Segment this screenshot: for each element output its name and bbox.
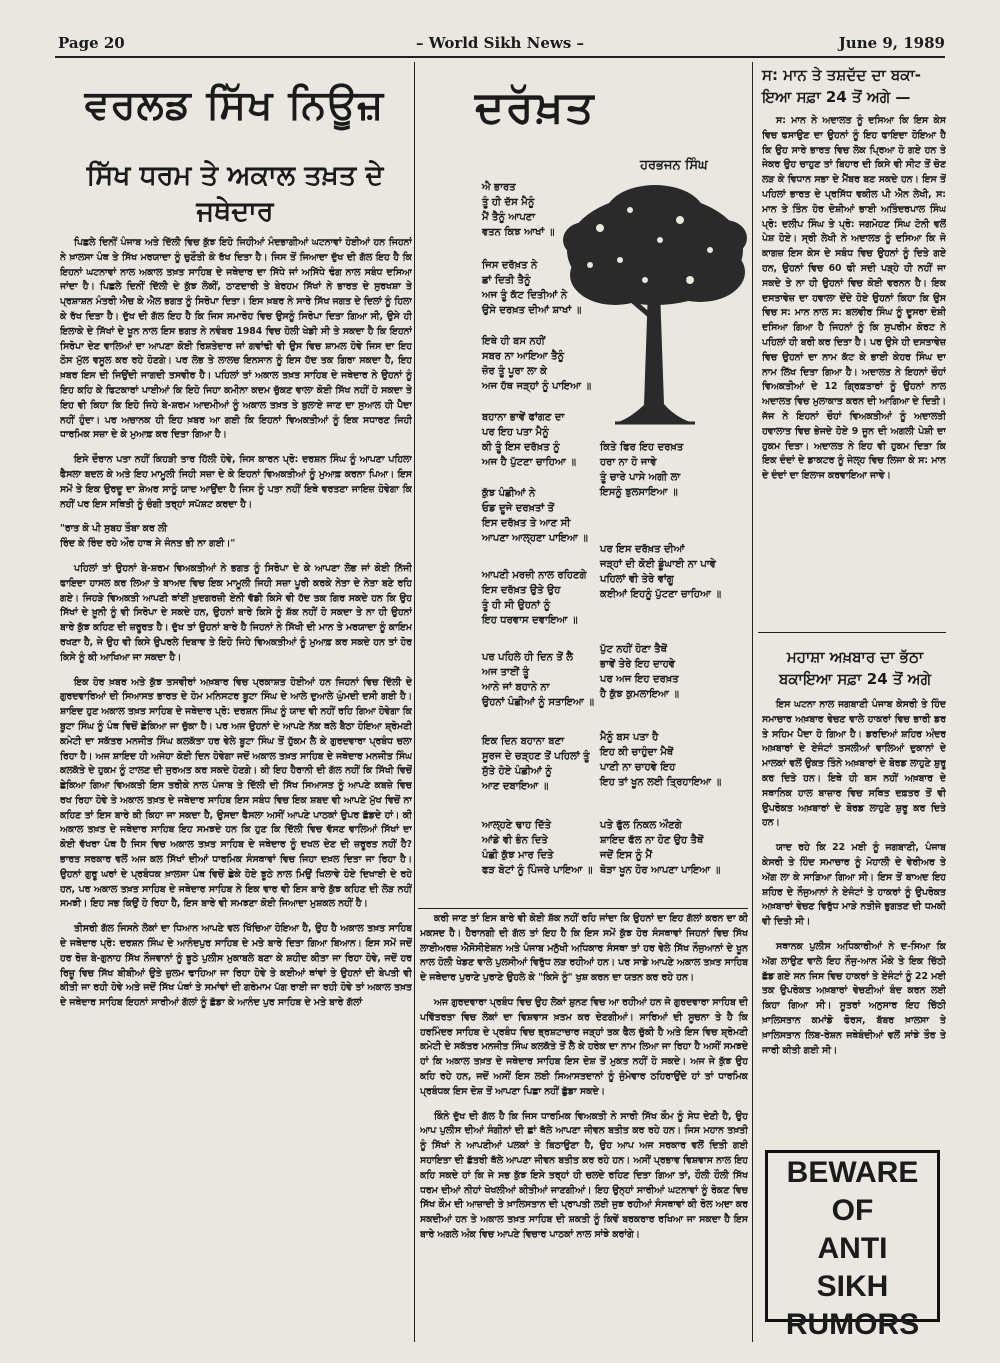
quote-line: ਰਿੰਦ ਕੇ ਰਿੰਦ ਰਹੇ ਔਰ ਹਾਥ ਸੇ ਜੰਨਤ ਭੀ ਨਾ ਗਈ।"	[60, 538, 236, 550]
poem-line: ਅਜ ਤਾਈਂ ਤੂੰ	[482, 667, 530, 678]
editorial-paragraph: ਪਹਿਲਾਂ ਤਾਂ ਉਹਨਾਂ ਬੇ-ਸ਼ਰਮ ਵਿਅਕਤੀਆਂ ਨੇ ਭਗਤ ਨੂੰ ਸਿਰੋਪਾ ਦੇ ਕੇ ਆਪਣਾ ਲੋਭ ਜਾਂ ਕੋਈ ਨਿੱਜੀ ਫਾਇਦਾ ਹਾਸਲ ਕਰ ਲਿਆ ਤੇ ਬਾਅਦ ਵਿਚ ਇਕ ਮਾਮੂਲੀ ਜਿਹੀ ਸਜ਼ਾ ਪੂਰੀ ਕਰਕੇ ਨੇਤਾ ਦੇ ਨੇਤਾ ਬਣੇ ਰਹਿ ਗਏ। ਜਿਹੜੇ ਵਿਅਕਤੀ ਆਪਣੀ ਥਾਂਈਂ ਖ਼ੁਦਗਰਜ਼ੀ ਏਨੀ ਵੱਡੀ ਕਿਸੇ ਵੀ ਹੱਦ ਤਕ ਗਿਰ ਸਕਦੇ ਹਨ ਕਿ ਉਹ ਸਿੱਖਾਂ ਦੇ ਖ਼ੂਨੀ ਨੂੰ ਵੀ ਸਿਰੋਪਾ ਦੇ ਸਕਦੇ ਹਨ, ਉਹਨਾਂ ਬਾਰੇ ਕਿਸੇ ਨੂੰ ਸ਼ੱਕ ਨਹੀਂ ਹੋ ਸਕਦਾ ਤੇ ਨਾ ਹੀ ਉਹਨਾਂ ਬਾਰੇ ਕੁੱਝ ਕਹਿਣ ਦੀ ਜ਼ਰੂਰਤ ਹੈ। ਦੁੱਖ ਤਾਂ ਉਹਨਾਂ ਬਾਰੇ ਹੈ ਜਿਹਨਾਂ ਨੇ ਸਿੱਖੀ ਦੀ ਮਾਨ ਤੇ ਮਰਯਾਦਾ ਨੂੰ ਕਾਇਮ ਰਖਣਾ ਹੈ, ਜੇ ਉਹ ਵੀ ਕਿਸੇ ਉਪਰਲੇ ਦਿਬਾਵ ਤੇ ਇਹੋ ਜਿਹੇ ਵਿਅਕਤੀਆਂ ਨੂੰ ਮੁਆਫ਼ ਕਰ ਸਕਦੇ ਹਨ ਤਾਂ ਹੋਰ ਕਿਸੇ ਨੂੰ ਕੀ ਆਖਿਆ ਜਾ ਸਕਦਾ ਹੈ।	[60, 562, 412, 663]
poem-line: ਤੂੰ ਚਾਰੇ ਪਾਸੇ ਅਗੀ ਲਾ	[600, 472, 681, 483]
beware-line: ANTI	[817, 1232, 888, 1265]
poem-stanza	[600, 440, 683, 500]
poem-stanza	[482, 486, 588, 546]
poem-line: ਕਿਤੇ ਫਿਰ ਇਹ ਦਰਖ਼ਤ	[600, 442, 684, 453]
poem-stanza	[482, 410, 576, 470]
poem-line: ਆਣ ਦਬਾਇਆ ॥	[482, 781, 549, 792]
poem-stanza	[482, 334, 591, 394]
headline-line-1: ਸਿੱਖ ਧਰਮ ਤੇ ਅਕਾਲ ਤਖ਼ਤ ਦੇ	[86, 160, 384, 191]
poem-line: ਆਪਣਾ ਆਲ੍ਹਣਾ ਪਾਇਆ ॥	[482, 533, 588, 544]
poem-line: ਪਰ ਇਹ ਪਤਾ ਮੈਨੂੰ	[482, 427, 549, 438]
poem-line: ਇਹ ਧਰਵਾਸ ਦਵਾਇਆ ॥	[482, 615, 578, 626]
poem-line: ਜ਼ੋਰ ਤੂੰ ਪੂਰਾ ਲਾ ਕੇ	[482, 366, 547, 377]
poem-stanza	[482, 258, 581, 318]
poem-line: ਆਨੇ ਜਾਂ ਬਹਾਨੇ ਨਾ	[482, 682, 550, 693]
column-rule-left	[414, 62, 415, 1342]
beware-line: BEWARE	[786, 1156, 919, 1189]
poem-line: ਆਂਡੇ ਵੀ ਭੰਨ ਦਿਤੇ	[482, 835, 548, 846]
poem-stanza	[482, 818, 592, 878]
poem-stanza	[482, 568, 587, 628]
poem-line: ਉਸੇ ਦਰਖ਼ਤ ਦੀਆਂ ਸ਼ਾਖਾਂ ॥	[482, 305, 582, 316]
poem-line: ਛਾਂ ਦਿਤੀ ਤੈਨੂੰ	[482, 275, 531, 286]
editorial-paragraph: ਕਿੰਨੇ ਦੁੱਖ ਦੀ ਗੱਲ ਹੈ ਕਿ ਜਿਸ ਧਾਰਮਿਕ ਵਿਅਕਤੀ ਨੇ ਸਾਰੀ ਸਿੱਖ ਕੌਮ ਨੂੰ ਸੇਧ ਦੇਣੀ ਹੈ, ਉਹ ਆਪ ਪੁਲੀਸ ਦੀਆਂ ਸੰਗੀਨਾਂ ਦੀ ਛਾਂ ਥੱਲੇ ਆਪਣਾ ਜੀਵਨ ਬਤੀਤ ਕਰ ਰਹੇ ਹਨ। ਜਿਸ ਮਹਾਨ ਤਖ਼ਤੀ ਨੂੰ ਸਿੱਖਾਂ ਨੇ ਆਪਣੀਆਂ ਪਲਕਾਂ ਤੇ ਬਿਠਾਉਣਾ ਹੈ, ਉਹ ਆਪ ਅਜ ਸਰਕਾਰ ਵਲੋਂ ਦਿਤੀ ਗਈ ਸਹਾਇਤਾ ਦੀ ਛੱਤਰੀ ਥੱਲੇ ਆਪਣਾ ਜੀਵਨ ਬਤੀਤ ਕਰ ਰਹੇ ਹਨ। ਅਸੀਂ ਪ੍ਰਭਾਵ ਵਿਸ਼ਵਾਸ ਨਾਲ ਇਹ ਕਹਿ ਸਕਦੇ ਹਾਂ ਕਿ ਜੇ ਸਭ ਕੁੱਝ ਇਸੇ ਤਰ੍ਹਾਂ ਹੀ ਚਲਦੇ ਰਹਿਣ ਦਿਤਾ ਗਿਆ ਤਾਂ, ਹੌਲੀ ਹੌਲੀ ਸਿੱਖ ਧਰਮ ਦੀਆਂ ਨੀਹਾਂ ਖੋਖਲੀਆਂ ਕੀਤੀਆਂ ਜਾਣਗੀਆਂ। ਇਹ ਉਨ੍ਹਾਂ ਸਾਰੀਆਂ ਘਟਨਾਵਾਂ ਨੂੰ ਰੋਕਣ ਵਿਚ ਸਿੱਖ ਕੌਮ ਦੀ ਆਜ਼ਾਦੀ ਤੇ ਖ਼ਾਲਿਸਤਾਨ ਦੀ ਪ੍ਰਾਪਤੀ ਲਈ ਜੁਝ ਰਹੀਆਂ ਸੰਸਥਾਵਾਂ ਕੀ ਰੋਲ ਅਦਾ ਕਰ ਸਕਦੀਆਂ ਹਨ ਤੇ ਅਕਾਲ ਤਖ਼ਤ ਸਾਹਿਬ ਦੀ ਸ਼ਕਤੀ ਨੂੰ ਕਿਵੇਂ ਬਰਕਰਾਰ ਰਖਿਆ ਜਾ ਸਕਦਾ ਹੈ ਇਸ ਬਾਰੇ ਅਗਲੇ ਅੰਕ ਵਿਚ ਆਪਣੇ ਵਿਚਾਰ ਪਾਠਕਾਂ ਨਾਲ ਸਾਂਝੇ ਕਰਾਂਗੇ।	[420, 1110, 748, 1240]
poem-line: ਸ਼ਾਇਦ ਫੱਲ ਨਾ ਹੋਣ ਉਹ ਤੈਥੋਂ	[600, 835, 704, 846]
quote-line: "ਰਾਤ ਕੋ ਪੀ ਸੁਬਹ ਤੌਬਾ ਕਰ ਲੀ	[60, 523, 168, 535]
issue-date: June 9, 1989	[838, 34, 945, 52]
editorial-paragraph: ਕਰੀ ਜਾਣ ਤਾਂ ਇਸ ਬਾਰੇ ਵੀ ਕੋਈ ਸ਼ੱਕ ਨਹੀਂ ਰਹਿ ਜਾਂਦਾ ਕਿ ਉਹਨਾਂ ਦਾ ਇਹ ਗੱਲਾਂ ਕਰਨ ਦਾ ਕੀ ਮਕਸਦ ਹੈ। ਹੈਰਾਨਗੀ ਦੀ ਗੱਲ ਤਾਂ ਇਹ ਹੈ ਕਿ ਇਸ ਸਮੇਂ ਕੁੱਝ ਹੋਰ ਸੰਸਥਾਵਾਂ ਜਿਹਨਾਂ ਵਿਚ ਸਿੱਖ ਲਾਈਅਰਜ਼ ਐਸੋਸੀਏਸ਼ਨ ਅਤੇ ਪੰਜਾਬ ਮਨੁੱਖੀ ਅਧਿਕਾਰ ਸੰਸਥਾ ਤਾਂ ਹਰ ਵੇਲੇ ਸਿੱਖ ਨੌਜੁਆਨਾਂ ਦੇ ਖੂਨ ਨਾਲ ਹੋਲੀ ਖੇਡਣ ਵਾਲੇ ਪੁਲਸੀਆਂ ਵਿਰੁੱਧ ਲੜ ਰਹੀਆਂ ਹਨ। ਪਰ ਸਾਡੇ ਆਪਣੇ ਅਕਾਲ ਤਖ਼ਤ ਸਾਹਿਬ ਦੇ ਜਥੇਦਾਰ ਪੁਰਾਣੇ ਪੁਰਾਣੇ ਉਹਲੇ ਕੇ "ਕਿਸੇ ਨੂੰ" ਖੁਸ਼ ਕਰਨ ਦਾ ਯਤਨ ਕਰ ਰਹੇ ਹਨ।	[420, 913, 748, 984]
beware-line: SIKH	[816, 1270, 889, 1303]
poem-line: ਪੁੱਟ ਨਹੀਂ ਹੋਣਾ ਤੈਥੋਂ	[600, 644, 667, 655]
poem-line: ਇਥੇ ਹੀ ਬਸ ਨਹੀਂ	[482, 336, 545, 347]
poem-line: ਪਰ ਅਜ ਇਹ ਦਰਖ਼ਤ	[600, 674, 679, 685]
headline-line-1: ਸ: ਮਾਨ ਤੇ ਤਸ਼ਦੱਦ ਦਾ ਬਕਾ-	[762, 66, 922, 84]
poem-line: ਤੂੰ ਹੀ ਸੀ ਉਹਨਾਂ ਨੂੰ	[482, 600, 551, 611]
mahasha-article-headline	[762, 646, 948, 690]
editorial-headline	[60, 158, 410, 230]
poem-line: ਸਬਰ ਨਾ ਆਇਆ ਤੈਨੂੰ	[482, 351, 565, 362]
editorial-paragraph: ਇਸੇ ਦੌਰਾਨ ਪਤਾ ਨਹੀਂ ਕਿਹੜੀ ਤਾਰ ਹਿੱਲੀ ਹੋਵੇ, ਜਿਸ ਕਾਰਨ ਪ੍ਰੋ: ਦਰਸ਼ਨ ਸਿੰਘ ਨੂੰ ਆਪਣਾ ਪਹਿਲਾ ਫੈਸਲਾ ਬਦਲ ਕੇ ਅਤੇ ਇਹ ਮਾਮੂਲੀ ਜਿਹੀ ਸਜ਼ਾ ਦੇ ਕੇ ਇਹਨਾਂ ਵਿਅਕਤੀਆਂ ਨੂੰ ਮੁਆਫ਼ ਕਰਨਾ ਪਿਆ। ਇਸ ਸਮੇਂ ਤੇ ਇਕ ਉਰਦੂ ਦਾ ਸ਼ੇਅਰ ਸਾਨੂੰ ਯਾਦ ਆਉਂਦਾ ਹੈ ਜਿਸ ਨੂੰ ਪਤਾ ਨਹੀਂ ਇਥੇ ਵਰਤਣਾ ਜਾਇਜ਼ ਹੋਵੇਗਾ ਕਿ ਨਹੀਂ ਪਰ ਇਸ ਸਥਿਤੀ ਨੂੰ ਚੰਗੀ ਤਰ੍ਹਾਂ ਸਪੱਸ਼ਟ ਕਰਦਾ ਹੈ।	[60, 454, 412, 510]
poem-line: ਉਹਨਾਂ ਪੰਛੀਆਂ ਨੂੰ ਸਤਾਇਆ ॥	[482, 697, 595, 708]
editorial-paragraph: ਅਜ ਗੁਰਦਵਾਰਾ ਪ੍ਰਬੰਧ ਵਿਚ ਉਹ ਲੋਕਾਂ ਸ਼ੁਨਣ ਵਿਚ ਆ ਰਹੀਆਂ ਹਨ ਜੋ ਗੁਰਦਵਾਰਾ ਸਾਹਿਬ ਦੀ ਪਵਿੱਤਰਤਾ ਵਿਚ ਲੋਕਾਂ ਦਾ ਵਿਸ਼ਵਾਸ ਖ਼ਤਮ ਕਰ ਦੇਣਗੀਆਂ। ਸਾਰਿਆਂ ਦੀ ਸੂਚਨਾ ਤੇ ਹੈ ਕਿ ਹਰਮਿੰਦਰ ਸਾਹਿਬ ਦੇ ਪ੍ਰਬੰਧ ਵਿਚ ਭ੍ਰਸ਼ਟਾਚਾਰ ਜੜ੍ਹਾਂ ਤਕ ਫੈਲ ਚੁੱਕੀ ਹੈ ਅਤੇ ਇਸ ਵਿਚ ਸ਼੍ਰੋਮਣੀ ਕਮੇਟੀ ਦੇ ਸਕੱਤਰ ਮਨਜੀਤ ਸਿੰਘ ਕਲਕੱਤੇ ਤੋਂ ਲੈ ਕੇ ਹਰੇਕ ਦਾ ਨਾਮ ਲਿਆ ਜਾ ਰਿਹਾ ਹੈ ਅਸੀਂ ਸਮਝਦੇ ਹਾਂ ਕਿ ਅਕਾਲ ਤਖ਼ਤ ਦੇ ਜਥੇਦਾਰ ਸਾਹਿਬ ਇਸ ਦੋਸ਼ ਤੋਂ ਮੁਕਤ ਨਹੀਂ ਹੋ ਸਕਦੇ। ਅਜ ਜੇ ਕੁੱਝ ਉਹ ਕਹਿ ਰਹੇ ਹਨ, ਜਦੋਂ ਅਸੀਂ ਇਸ ਲਈ ਸਿਆਸਤਦਾਨਾਂ ਨੂੰ ਜੁੰਮੇਵਾਰ ਠਹਿਰਾਉਂਦੇ ਹਾਂ ਤਾਂ ਧਾਰਮਿਕ ਪ੍ਰਬੰਧਕ ਇਸ ਦੋਸ਼ ਤੋਂ ਆਪਣਾ ਪਿਛਾ ਨਹੀਂ ਛੁੱਡਾ ਸਕਦੇ।	[420, 996, 748, 1097]
poem-line: ਇਸ ਦਰੱਖ਼ਤ ਤੇ ਆਣ ਸੀ	[482, 518, 571, 529]
poem-line: ਫੜ ਬੋਟਾਂ ਨੂੰ ਪਿੰਜਰੇ ਪਾਇਆ ॥	[482, 865, 593, 876]
poem-stanza	[482, 650, 594, 710]
poem-line: ਕੁੱਝ ਪੰਛੀਆਂ ਨੇ	[482, 488, 536, 499]
headline-line-2: ਬਕਾਇਆ ਸਫ਼ਾ 24 ਤੋਂ ਅਗੇ	[778, 670, 932, 688]
poem-stanza	[600, 818, 720, 878]
editorial-continuation	[420, 912, 748, 1342]
poem-line: ਪਹਿਲਾਂ ਵੀ ਤੇਰੇ ਵਾਂਗੂ	[600, 574, 674, 585]
poem-line: ਕਈਆਂ ਇਹਨੂੰ ਪੁੱਟਣਾ ਚਾਹਿਆ ॥	[600, 589, 722, 600]
editorial-paragraph: ਤੀਸਰੀ ਗੱਲ ਜਿਸਨੇ ਲੋਕਾਂ ਦਾ ਧਿਆਨ ਆਪਣੇ ਵਲ ਖਿੱਚਿਆ ਹੋਇਆ ਹੈ, ਉਹ ਹੈ ਅਕਾਲ ਤਖ਼ਤ ਸਾਹਿਬ ਦੇ ਜਥੇਦਾਰ ਪ੍ਰੋ: ਦਰਸ਼ਨ ਸਿੰਘ ਦੇ ਆਨੰਦਪੁਰ ਸਾਹਿਬ ਦੇ ਮਤੇ ਬਾਰੇ ਦਿਤਾ ਗਿਆ ਬਿਆਨ। ਇਸ ਸਮੇਂ ਜਦੋਂ ਹਰ ਰੋਜ਼ ਬੇ-ਗੁਨਾਹ ਸਿੱਖ ਨੌਜਵਾਨਾਂ ਨੂੰ ਝੂਠੇ ਪੁਲੀਸ ਮੁਕਾਬਲੇ ਬਣਾ ਕੇ ਸ਼ਹੀਦ ਕੀਤਾ ਜਾ ਰਿਹਾ ਹੋਵੇ, ਜਦੋਂ ਹਰ ਰਿਜ਼ੂ ਵਿਚ ਸਿੱਖ ਬੀਬੀਆਂ ਉਤੇ ਜ਼ੁਲਮ ਢਾਹਿਆ ਜਾ ਰਿਹਾ ਹੋਵੇ ਤੇ ਕਈਆਂ ਥਾਂਵਾਂ ਤੇ ਉਹਨਾਂ ਦੀ ਬੇਪਤੀ ਵੀ ਕੀਤੀ ਜਾ ਰਹੀ ਹੋਵੇ ਅਤੇ ਜਦੋਂ ਸਿੱਖ ਪੰਥਾਂ ਤੇ ਸਮਾਂਵਾਂ ਦੀ ਗਰੇਮਾਮ ਪੱਗ ਰਾਈ ਜਾ ਰਹੀ ਹੋਵੇ ਤਾਂ ਅਕਾਲ ਤਖ਼ਤ ਦੇ ਜਥੇਦਾਰ ਸਾਹਿਬ ਇਹਨਾਂ ਸਾਰੀਆਂ ਗੱਲਾਂ ਨੂੰ ਛੱਡਾ ਕੇ ਆਨੰਦ ਪੁਰ ਸਾਹਿਬ ਦੇ ਮਤੇ ਬਾਰੇ ਗੱਲਾਂ	[60, 923, 412, 1009]
poem-author: ਹਰਭਜਨ ਸਿੰਘ	[640, 158, 708, 173]
poem-line: ਪੰਛੀ ਕੁੱਝ ਮਾਰ ਦਿਤੇ	[482, 850, 554, 861]
poem-line: ਹਰਾ ਨਾ ਹੋ ਜਾਵੇ	[600, 457, 657, 468]
poem-title: ਦਰੱਖ਼ਤ	[475, 82, 596, 133]
poem-line: ਮੈਨੂੰ ਬਸ ਪਤਾ ਹੈ	[600, 732, 659, 743]
poem-line: ਮੈਂ ਤੈਨੂੰ ਆਪਣਾ	[482, 212, 536, 223]
poem-stanza	[600, 642, 679, 702]
poem-line: ਜਿਸ ਦਰੱਖ਼ਤ ਨੇ	[482, 260, 538, 271]
article-paragraph: ਸਥਾਨਕ ਪੁਲੀਸ ਅਧਿਕਾਰੀਆਂ ਨੇ ਦ-ਸਿਆ ਕਿ ਅੱਗ ਲਾਉਣ ਵਾਲੇ ਇਹ ਨੌਜੁ-ਆਨ ਮੌਕੇ ਤੇ ਇਕ ਚਿੱਠੀ ਛੱਡ ਗਏ ਸਨ ਜਿਸ ਵਿਚ ਹਾਕਰਾਂ ਤੇ ਏਜੰਟਾਂ ਨੂੰ 22 ਮਈ ਤਕ ਉਪਰੋਕਤ ਅਖ਼ਬਾਰਾਂ ਵੇਚਣੀਆਂ ਬੰਦ ਕਰਨ ਲਈ ਕਿਹਾ ਗਿਆ ਸੀ। ਸੂਤਰਾਂ ਅਨੁਸਾਰ ਇਹ ਚਿੱਠੀ ਖ਼ਾਲਿਸਤਾਨ ਕਮਾਂਡੋ ਫੋਰਸ, ਬੱਬਰ ਖ਼ਾਲਸਾ ਤੇ ਖ਼ਾਲਿਸਤਾਨ ਲਿਬ-ਰੇਸ਼ਨ ਜਥੇਬੰਦੀਆਂ ਵਲੋਂ ਸਾਂਝੇ ਤੌਰ ਤੇ ਜਾਰੀ ਕੀਤੀ ਗਈ ਸੀ।	[762, 940, 946, 1056]
poem-line: ਜਦੋਂ ਇਸ ਨੂੰ ਮੈਂ	[600, 850, 653, 861]
poem-line: ਪਰ ਇਸ ਦਰੱਖ਼ਤ ਦੀਆਂ	[600, 544, 685, 555]
poem-line: ਹੈ ਕੁੱਝ ਕੁਮਲਾਇਆ ॥	[600, 689, 680, 700]
mann-article-headline	[762, 64, 948, 108]
mahasha-article-body	[762, 698, 946, 1142]
poem-stanza	[600, 542, 721, 602]
poem-line: ਥੋੜਾ ਖੂਨ ਹੋਰ ਆਪਣਾ ਪਾਇਆ ॥	[600, 865, 721, 876]
poem-line: ਬਹਾਨਾ ਭਾਵੇਂ ਫਾਂਗਣ ਦਾ	[482, 412, 565, 423]
poem-line: ਆਪਣੀ ਮਰਜ਼ੀ ਨਾਲ ਰਹਿਣਗੇ	[482, 570, 587, 581]
column-rule-right	[752, 62, 753, 1342]
poem-line: ਆਲ੍ਹਣੇ ਢਾਹ ਦਿੱਤੇ	[482, 820, 552, 831]
poem-separator-rule	[418, 908, 748, 909]
poem-line: ਇਸਨੂੰ ਝੁਲਸਾਇਆ ॥	[600, 487, 678, 498]
editorial-paragraph: ਇਕ ਹੋਰ ਖ਼ਬਰ ਅਤੇ ਕੁੱਝ ਤਸਵੀਰਾਂ ਅਖ਼ਬਾਰ ਵਿਚ ਪ੍ਰਕਾਸ਼ਤ ਹੋਈਆਂ ਹਨ ਜਿਹਨਾਂ ਵਿਚ ਦਿੱਲੀ ਦੇ ਗੁਰਦਵਾਰਿਆਂ ਦੀ ਸਿਆਸਤ ਭਾਰਤ ਦੇ ਹੋਮ ਮਨਿਸਟਰ ਬੂਟਾ ਸਿੰਘ ਦੇ ਆਲੇ ਦੁਆਲੇ ਘੁੰਮਦੀ ਦਸੀ ਗਈ ਹੈ। ਸ਼ਾਇਦ ਹੁਣ ਅਕਾਲ ਤਖ਼ਤ ਸਾਹਿਬ ਦੇ ਜਥੇਦਾਰ ਪ੍ਰੋ: ਦਰਸ਼ਨ ਸਿੰਘ ਨੂੰ ਯਾਦ ਵੀ ਨਹੀਂ ਰਹਿ ਗਿਆ ਹੋਵੇਗਾ ਕਿ ਬੂਟਾ ਸਿੰਘ ਨੂੰ ਪੰਥ ਵਿਚੋਂ ਛੇਕਿਆ ਜਾ ਚੁੱਕਾ ਹੈ। ਪਰ ਅਜ ਉਹਨਾਂ ਦੇ ਆਪਣੇ ਨੱਕ ਥਲੇ ਬੈਠਾ ਹੋਇਆ ਸ਼੍ਰੋਮਣੀ ਕਮੇਟੀ ਦਾ ਸਕੱਤਰ ਮਨਜੀਤ ਸਿੰਘ ਕਲਕੱਤਾ ਹਰ ਵੇਲੇ ਬੂਟਾ ਸਿੰਘ ਤੋਂ ਹੁੱਕਮ ਲੈ ਕੇ ਗੁਰਦਵਾਰਾ ਪ੍ਰਬੰਧ ਚਲਾ ਰਿਹਾ ਹੈ। ਅਜ ਸ਼ਾਇਦ ਹੀ ਅਜੇਹਾ ਕੋਈ ਦਿਨ ਹੋਵੇਗਾ ਜਦੋਂ ਅਕਾਲ ਤਖ਼ਤ ਸਾਹਿਬ ਦੇ ਜਥੇਦਾਰ ਮਨਜੀਤ ਸਿੰਘ ਕਲਕੱਤੇ ਦੇ ਹੁਕਮ ਨੂੰ ਟਾਲਣ ਦੀ ਜੁਰਅਤ ਕਰ ਸਕਦੇ ਹੋਣਗੇ। ਕੀ ਇਹ ਹੈਰਾਨੀ ਦੀ ਗੱਲ ਨਹੀਂ ਕਿ ਸਿੱਖੀ ਵਿਚੋਂ ਛੇਕਿਆ ਗਿਆ ਵਿਅਕਤੀ ਇਸ ਤਰੀਕੇ ਨਾਲ ਪੰਜਾਬ ਤੇ ਦਿੱਲੀ ਦੀ ਸਿੱਖ ਸਿਆਸਤ ਨੂੰ ਆਪਣੇ ਕਬਜ਼ੇ ਵਿਚ ਰਖ ਰਿਹਾ ਹੋਵੇ ਤੇ ਅਕਾਲ ਤਖ਼ਤ ਦੇ ਜਥੇਦਾਰ ਸਾਹਿਬ ਇਸ ਸਬੰਧ ਵਿਚ ਇਕ ਸ਼ਬਦ ਵੀ ਆਪਣੇ ਮੁੱਖ ਵਿਚੋਂ ਨਾ ਕਹਿਣ ਤਾਂ ਇਸ ਬਾਰੇ ਕੀ ਕਿਹਾ ਜਾ ਸਕਦਾ ਹੈ, ਉਸਦਾ ਫੈਸਲਾ ਅਸੀਂ ਆਪਣੇ ਪਾਠਕਾਂ ਉਪਰ ਛੱਡਦੇ ਹਾਂ। ਕੀ ਅਕਾਲ ਤਖ਼ਤ ਦੇ ਜਥੇਦਾਰ ਸਾਹਿਬ ਇਹ ਸਮਝਦੇ ਹਨ ਕਿ ਹੁਣ ਕਿ ਦਿੱਲੀ ਵਿਚ ਵੱਸਣ ਵਾਲਿਆਂ ਸਿੱਖਾਂ ਦਾ ਕੋਈ ਵੱਖਰਾ ਪੰਥ ਹੈ ਜਿਸ ਵਿਚ ਅਕਾਲ ਤਖ਼ਤ ਸਾਹਿਬ ਦੇ ਜਥੇਦਾਰ ਨੂੰ ਦਖਲ ਦੇਣ ਦੀ ਜ਼ਰੂਰਤ ਨਹੀਂ ਹੈ? ਭਾਰਤ ਸਰਕਾਰ ਵਲੋਂ ਅਜ ਕਲ ਸਿੱਖਾਂ ਦੀਆਂ ਧਾਰਮਿਕ ਸੰਸਥਾਵਾਂ ਵਿਚ ਜਿਹਾ ਦਖ਼ਲ ਦਿਤਾ ਜਾ ਰਿਹਾ ਹੈ। ਉਹਨਾਂ ਗੁਰੂ ਘਰਾਂ ਦੇ ਪ੍ਰਬੰਧਕ ਖ਼ਾਲਸਾ ਪੰਥ ਵਿਚੋਂ ਛੇਕੇ ਹੋਏ ਝੂਠੇ ਨਾਲ ਮਿਉਂ ਖਿਲਾਵੇ ਹੋਏ ਦਿਖਾਈ ਦੇ ਰਹੇ ਹਨ, ਪਰ ਅਕਾਲ ਤਖ਼ਤ ਸਾਹਿਬ ਦੇ ਜਥੇਦਾਰ ਸਾਹਿਬ ਨੇ ਇਕ ਵਾਰ ਵੀ ਇਸ ਬਾਰੇ ਕੁੱਝ ਕਹਿਣ ਦੀ ਲੋੜ ਨਹੀਂ ਸਮਝੀ। ਇਹ ਸਭ ਕਿਉਂ ਹੋ ਰਿਹਾ ਹੈ, ਇਸ ਬਾਰੇ ਵੀ ਸਮਝਣਾ ਕੋਈ ਜਿਆਦਾ ਮੁਸ਼ਕਲ ਨਹੀਂ ਹੈ।	[60, 676, 412, 910]
headline-line-2: ਜਥੇਦਾਰ	[196, 196, 274, 227]
poem-stanza	[482, 180, 554, 240]
beware-line: RUMORS	[785, 1308, 920, 1341]
right-article-separator	[758, 632, 946, 633]
poem-line: ਭਾਵੇਂ ਤੇਰੇ ਇਹ ਦਾਹਵੇ	[600, 659, 676, 670]
poem-line: ਤੂੰ ਹੀ ਦੱਸ ਮੈਨੂੰ	[482, 197, 535, 208]
poem-line: ਐ ਭਾਰਤ	[482, 182, 516, 193]
article-paragraph: ਯਾਦ ਰਹੇ ਕਿ 22 ਮਈ ਨੂੰ ਜਗਬਾਣੀ, ਪੰਜਾਬ ਕੇਸਰੀ ਤੇ ਹਿੰਦ ਸਮਾਚਾਰ ਨੂੰ ਮੋਹਾਲੀ ਦੇ ਵੇਰੀਅਰ ਤੇ ਅੱਗ ਲਾ ਕੇ ਸਾੜਿਆ ਗਿਆ ਸੀ। ਇਸ ਤੋਂ ਬਾਅਦ ਇਹ ਸ਼ਹਿਰ ਦੇ ਨੌਜੁਆਨਾਂ ਨੇ ਏਜੰਟਾਂ ਤੇ ਹਾਕਰਾਂ ਨੂੰ ਉਪਰੋਕਤ ਅਖ਼ਬਾਰਾਂ ਵੇਚਣ ਵਿਰੁੱਧ ਮਾੜੇ ਨਤੀਜੇ ਭੁਗਤਣ ਦੀ ਧਮਕੀ ਵੀ ਦਿਤੀ ਸੀ।	[762, 842, 946, 928]
poem-line: ਇਕ ਦਿਨ ਬਹਾਨਾ ਬਣਾ	[482, 736, 565, 747]
poem-line: ਜੜ੍ਹਾਂ ਦੀ ਕੋਈ ਡੂੰਘਾਈ ਨਾ ਪਾਵੇ	[600, 559, 716, 570]
publication-name: – World Sikh News –	[415, 34, 585, 52]
poem-line: ਪਤੇ ਫੁੱਲ ਨਿਕਲ ਔਣਗੇ	[600, 820, 682, 831]
article-paragraph: ਸ: ਮਾਨ ਨੇ ਅਦਾਲਤ ਨੂੰ ਦਸਿਆ ਕਿ ਇਸ ਕੇਸ ਵਿਚ ਫਸਾਉਣ ਦਾ ਉਹਨਾਂ ਨੂੰ ਇਹ ਫਾਇਦਾ ਹੋਇਆ ਹੈ ਕਿ ਉਹ ਸਾਰੇ ਭਾਰਤ ਵਿਚ ਲੋਕ ਪ੍ਰਿਆ ਹੋ ਗਏ ਹਨ ਤੇ ਜੇਕਰ ਉਹ ਚਾਹੁਣ ਤਾਂ ਬਿਹਾਰ ਦੀ ਕਿਸੇ ਵੀ ਸੀਟ ਤੋਂ ਚੋਣ ਲੜ ਕੇ ਵਿਧਾਨ ਸਭਾ ਦੇ ਮੈਂਬਰ ਬਣ ਸਕਦੇ ਹਨ। ਇਸ ਤੋਂ ਪਹਿਲਾਂ ਭਾਰਤ ਦੇ ਪ੍ਰਸਿੱਧ ਵਕੀਲ ਪੀ ਐਨ ਲੇਖੀ, ਸ: ਮਾਨ ਤੇ ਤਿੰਨ ਹੋਰ ਦੋਸ਼ੀਆਂ ਭਾਈ ਅਤਿੰਦਰਪਾਲ ਸਿੰਘ ਪ੍ਰੋ: ਦਲੀਪ ਸਿੰਘ ਤੇ ਪ੍ਰੋ: ਜਗਮੋਹਣ ਸਿੰਘ ਟੋਨੀ ਵਲੋਂ ਪੇਸ਼ ਹੋਏ। ਸ੍ਰੀ ਲੇਖੀ ਨੇ ਅਦਾਲਤ ਨੂੰ ਦਸਿਆ ਕਿ ਜੋ ਕਾਗਜ਼ ਇਸ ਕੇਸ ਦੇ ਸਬੰਧ ਵਿਚ ਉਹਨਾਂ ਨੂੰ ਦਿਤੇ ਗਏ ਹਨ, ਉਹਨਾਂ ਵਿਚ 60 ਫੀ ਸਦੀ ਪੜ੍ਹੇ ਹੀ ਨਹੀਂ ਜਾ ਸਕਦੇ ਤੇ ਨਾ ਹੀ ਉਹਨਾਂ ਵਿਚ ਕੋਈ ਵਰਨਨ ਹੈ। ਇਕ ਦਸਤਾਵੇਜ਼ ਦਾ ਹਵਾਲਾ ਦੇਂਦੇ ਹੋਏ ਉਹਨਾਂ ਕਿਹਾ ਕਿ ਉਸ ਵਿਚ ਸ: ਮਾਨ ਨਾਲ ਸ: ਬਲਵੀਰ ਸਿੰਘ ਨੂੰ ਦੂਸਰਾ ਦੋਸ਼ੀ ਦਸਿਆ ਗਿਆ ਹੈ ਜਿਹਨਾਂ ਨੂੰ ਕਿ ਸੁਪਰੀਮ ਕੋਰਟ ਨੇ ਪਹਿਲਾਂ ਹੀ ਬਰੀ ਕਰ ਦਿਤਾ ਹੈ। ਪਰ ਉਸੇ ਹੀ ਦਸਤਾਵੇਜ਼ ਵਿਚ ਉਹਨਾਂ ਦਾ ਨਾਮ ਕੱਟ ਕੇ ਭਾਈ ਕੇਹਰ ਸਿੰਘ ਦਾ ਨਾਮ ਲਿੱਖ ਦਿਤਾ ਗਿਆ ਹੈ। ਅਦਾਲਤ ਨੇ ਇਹਨਾਂ ਚੌਹਾਂ ਵਿਅਕਤੀਆਂ ਦੇ 12 ਗ੍ਰਿਫ਼ਤਾਰਾਂ ਨੂੰ ਉਹਨਾਂ ਨਾਲ ਅਦਾਲਤ ਵਿਚ ਮੁਲਾਕਾਤ ਕਰਨ ਦੀ ਆਗਿਆ ਦੇ ਦਿਤੀ। ਜੱਜ ਨੇ ਇਹਨਾਂ ਚੌਹਾਂ ਵਿਅਕਤੀਆਂ ਨੂੰ ਅਦਾਲਤੀ ਹਵਾਲਾਤ ਵਿਚ ਭੇਜਦੇ ਹੋਏ 9 ਜੂਨ ਦੀ ਅਗਲੀ ਪੇਸ਼ੀ ਦਾ ਹੁਕਮ ਦਿਤਾ। ਅਦਾਲਤ ਨੇ ਇਹ ਵੀ ਹੁਕਮ ਦਿਤਾ ਕਿ ਇਕ ਦੰਦਾਂ ਦੇ ਡਾਕਟਰ ਨੂੰ ਜੇਲ੍ਹ ਵਿਚ ਲਿਜਾ ਕੇ ਸ: ਮਾਨ ਦੇ ਦੰਦਾਂ ਦਾ ਇਲਾਜ ਕਰਵਾਇਆ ਜਾਵੇ।	[762, 115, 946, 482]
poem-line: ਵਤਨ ਕਿਝ ਆਖਾਂ ॥	[482, 227, 555, 238]
poem-line: ਪਰ ਪਹਿਲੇ ਹੀ ਦਿਨ ਤੋਂ ਲੈ	[482, 652, 574, 663]
poem-line: ਇਹ ਕੀ ਚਾਹੁੰਦਾ ਮੈਥੋਂ	[600, 747, 674, 758]
masthead-title: ਵਰਲਡ ਸਿੱਖ ਨਿਊਜ਼	[84, 82, 385, 128]
poem-stanza	[600, 730, 721, 790]
poem-line: ਓਡ ਦੂਜੇ ਦਰਖ਼ਤਾਂ ਤੋਂ	[482, 503, 555, 514]
headline-line-2: ਇਆ ਸਫ਼ਾ 24 ਤੋਂ ਅਗੇ —	[762, 88, 911, 106]
beware-rumors-box	[765, 1150, 940, 1341]
beware-line: OF	[831, 1194, 874, 1227]
mann-article-body	[762, 114, 946, 628]
article-paragraph: ਇਸ ਘਟਨਾ ਨਾਲ ਜਗਬਾਣੀ ਪੰਜਾਬ ਕੇਸਰੀ ਤੇ ਹਿੰਦ ਸਮਾਚਾਰ ਅਖ਼ਬਾਰ ਵੇਚਣ ਵਾਲੇ ਹਾਕਰਾਂ ਵਿਚ ਭਾਰੀ ਡਰ ਤੇ ਸਹਿਮ ਪੈਦਾ ਹੋ ਗਿਆ ਹੈ। ਡਰਦਿਆਂ ਸ਼ਹਿਰ ਅੰਦਰ ਅਖ਼ਬਾਰਾਂ ਦੇ ਏਜੰਟਾਂ ਤਸਲੀਆਂ ਵਾਲਿਆਂ ਦੁਕਾਨਾਂ ਦੇ ਮਾਲਕਾਂ ਵਲੋਂ ਉਕਤ ਤਿੰਨੇ ਅਖ਼ਬਾਰਾਂ ਦੇ ਬੋਰਡ ਲਾਹੁਣੇ ਸ਼ੁਰੂ ਕਰ ਦਿਤੇ ਹਨ। ਇਥੇ ਹੀ ਬਸ ਨਹੀਂ ਅਖ਼ਬਾਰ ਦੇ ਸਥਾਨਿਕ ਹਾਲ ਬਾਜ਼ਾਰ ਵਿਚ ਸਥਿਤ ਦਫ਼ਤਰ ਤੋਂ ਵੀ ਉਪਰੋਕਤ ਅਖ਼ਬਾਰਾਂ ਦੇ ਬੋਰਡ ਲਾਹੁਣੇ ਸ਼ੁਰੂ ਕਰ ਦਿਤੇ ਹਨ।	[762, 699, 946, 829]
poem-line: ਅਜ ਹੱਥ ਜੜ੍ਹਾਂ ਨੂੰ ਪਾਇਆ ॥	[482, 381, 592, 392]
poem-line: ਪਾਣੀ ਨਾ ਚਾਹਵੇ ਇਹ	[600, 762, 676, 773]
editorial-paragraph: ਪਿਛਲੇ ਦਿਨੀਂ ਪੰਜਾਬ ਅਤੇ ਦਿੱਲੀ ਵਿਚ ਕੁੱਝ ਇਹੋ ਜਿਹੀਆਂ ਮੰਦਭਾਗੀਆਂ ਘਟਨਾਵਾਂ ਹੋਈਆਂ ਹਨ ਜਿਹਨਾਂ ਨੇ ਖ਼ਾਲਸਾ ਪੰਥ ਤੇ ਸਿੱਖ ਮਰਯਾਦਾ ਨੂੰ ਚੁਣੌਤੀ ਕੇ ਰੱਖ ਦਿਤਾ ਹੈ। ਜਿਸ ਤੋਂ ਜਿਆਦਾ ਦੁੱਖ ਦੀ ਗੱਲ ਇਹ ਹੈ ਕਿ ਇਹਨਾਂ ਘਟਨਾਵਾਂ ਨਾਲ ਅਕਾਲ ਤਖ਼ਤ ਸਾਹਿਬ ਦੇ ਜਥੇਦਾਰ ਦਾ ਸਿੱਧੇ ਜਾਂ ਅਸਿੱਧੇ ਢੰਗ ਨਾਲ ਸਬੰਧ ਦਸਿਆ ਜਾਂਦਾ ਹੈ। ਪਿਛਲੇ ਦਿਨੀਂ ਦਿੱਲੀ ਦੇ ਕੁੱਝ ਲੋਕੀਂ, ਠਾਣਦਾਰੀ ਤੇ ਬੇਰਹਮ ਸਿੱਖਾਂ ਨੇ ਭਾਰਤ ਦੇ ਸੁਰਖਸ਼ਾ ਤੇ ਪ੍ਰਸ਼ਾਸ਼ਨ ਮੰਤਰੀ ਐਚ ਕੇ ਐਲ ਭਗਤ ਨੂੰ ਸਿਰੋਪਾ ਦਿਤਾ। ਇਸ ਖ਼ਬਰ ਨੇ ਸਾਰੇ ਸਿੱਖ ਜਗਤ ਦੇ ਦਿਲਾਂ ਨੂੰ ਹਿਲਾ ਕੇ ਰੱਖ ਦਿਤਾ ਹੈ। ਦੁੱਖ ਦੀ ਗੱਲ ਇਹ ਹੈ ਕਿ ਜਿਸ ਸਮਾਰੋਹ ਵਿਚ ਉਸਨੂੰ ਸਿਰੋਪਾ ਦਿਤਾ ਗਿਆ ਸੀ, ਉਸੇ ਹੀ ਇਲਾਕੇ ਦੇ ਸਿੱਖਾਂ ਦੇ ਖੂਨ ਨਾਲ ਇਸ ਭਗਤ ਨੇ ਨਵੰਬਰ 1984 ਵਿਚ ਹੋਲੀ ਖੇਡੀ ਸੀ ਤੇ ਸਕਦਾ ਹੈ ਕਿ ਇਹਨਾਂ ਸਿਰੋਪਾ ਦੇਣ ਵਾਲਿਆਂ ਦਾ ਆਪਣਾ ਕੋਈ ਰਿਸ਼ਤੇਦਾਰ ਜਾਂ ਗਵਾਂਢੀ ਵੀ ਉਸ ਵਿਚ ਸ਼ਾਮਲ ਹੋਵੇ ਜਿਸ ਦਾ ਇਹ ਠੋਸ ਮੁੱਲ ਵਸੂਲ ਕਰ ਰਹੇ ਹੋਣਗੇ। ਪਰ ਲੋਭ ਤੇ ਲਾਲਚ ਇਨਸਾਨ ਨੂੰ ਇਸ ਹੱਦ ਤਕ ਗਿਰਾ ਸਕਦਾ ਹੈ, ਇਹ ਖ਼ਬਰ ਇਸ ਦੀ ਜਿਉਂਦੀ ਜਾਗਦੀ ਤਸਵੀਰ ਹੈ। ਪਹਿਲਾਂ ਤਾਂ ਅਕਾਲ ਤਖ਼ਤ ਸਾਹਿਬ ਦੇ ਜਥੇਦਾਰ ਨੇ ਉਹਨਾਂ ਨੂੰ ਇਹ ਕਹਿ ਕੇ ਫਿਟਕਾਰਾਂ ਪਾਈਆਂ ਕਿ ਇਹੋ ਜਿਹਾ ਕਮੀਨਾ ਕਦਮ ਚੁੱਕਣ ਵਾਲਾ ਕੋਈ ਸਿੱਖ ਨਹੀਂ ਹੋ ਸਕਦਾ ਤੇ ਇਹ ਵੀ ਕਿਹਾ ਕਿ ਇਹੋ ਜਿਹੇ ਬੇ-ਸ਼ਰਮ ਆਦਮੀਆਂ ਨੂੰ ਅਕਾਲ ਤਖ਼ਤ ਤੇ ਬੁਲਾਏ ਜਾਣ ਦਾ ਸੁਆਲ ਹੀ ਪੈਦਾ ਨਹੀਂ ਹੁੰਦਾ। ਪਰ ਅਚਾਨਕ ਹੀ ਇਹ ਖ਼ਬਰ ਆ ਗਈ ਕਿ ਇਹਨਾਂ ਵਿਅਕਤੀਆਂ ਨੂੰ ਇਕ ਸਧਾਰਣ ਜਿਹੀ ਧਾਰਮਿਕ ਸਜ਼ਾ ਦੇ ਕੇ ਮੁਆਫ਼ ਕਰ ਦਿਤਾ ਗਿਆ ਹੈ।	[60, 237, 412, 441]
editorial-body	[60, 236, 412, 1342]
poem-line: ਕੀ ਤੂੰ ਇਸ ਦਰੱਖ਼ਤ ਨੂੰ	[482, 442, 560, 453]
page-number: Page 20	[58, 34, 125, 52]
poem-line: ਇਹ ਤਾਂ ਖੂਨ ਲਈ ਤ੍ਰਿਹਾਇਆ ॥	[600, 777, 722, 788]
poem-line: ਅਜ ਹੈ ਪੁੱਟਣਾ ਚਾਹਿਆ ॥	[482, 457, 577, 468]
poem-line: ਅਜ ਤੂੰ ਕੱਟ ਦਿਤੀਆਂ ਨੇ	[482, 290, 568, 301]
poem-line: ਸੁੱਤੇ ਹੋਏ ਪੰਛੀਆਂ ਨੂੰ	[482, 766, 552, 777]
headline-line-1: ਮਹਾਸ਼ਾ ਅਖ਼ਬਾਰ ਦਾ ਭੱਠਾ	[786, 648, 924, 666]
poem-line: ਸੂਰਜ ਦੇ ਚੜ੍ਹਣ ਤੋਂ ਪਹਿਲਾਂ ਤੂੰ	[482, 751, 590, 762]
poem-stanza	[482, 734, 590, 794]
poem-line: ਇਸ ਦਰੱਖ਼ਤ ਉਤੇ ਉਹ	[482, 585, 561, 596]
top-rule	[55, 56, 945, 58]
